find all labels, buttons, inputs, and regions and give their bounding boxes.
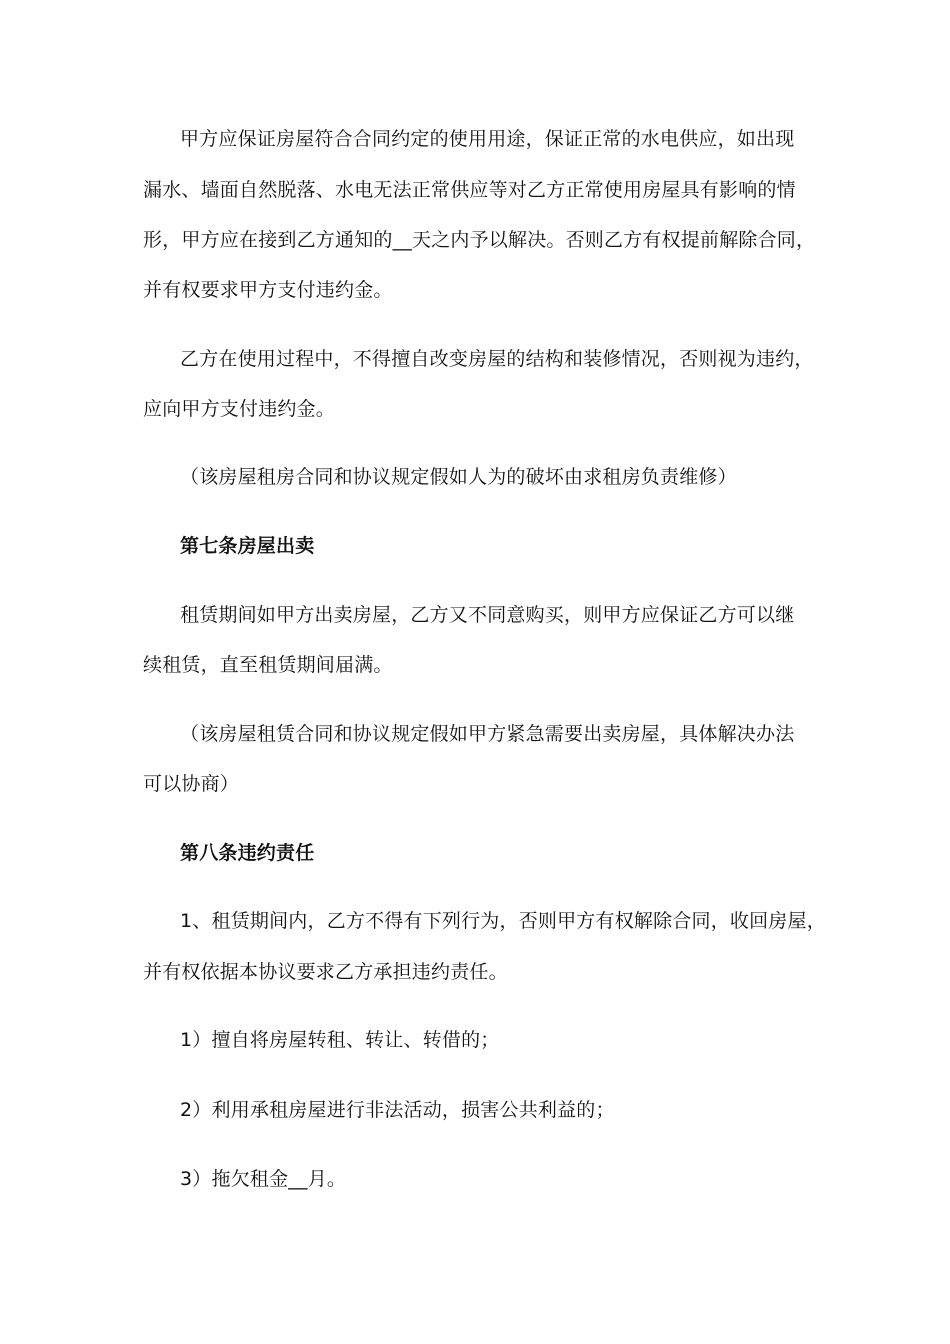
paragraph-1-line-3: 形，甲方应在接到乙方通知的__天之内予以解决。否则乙方有权提前解除合同，	[143, 229, 816, 251]
note-2-line-2: 可以协商）	[143, 773, 240, 795]
paragraph-2-line-2: 应向甲方支付违约金。	[143, 398, 336, 420]
article-8-item-2: 2）利用承租房屋进行非法活动，损害公共利益的；	[180, 1099, 615, 1121]
article-7-line-2: 续租赁，直至租赁期间届满。	[143, 654, 393, 676]
article-8-item-3: 3）拖欠租金__月。	[180, 1168, 347, 1190]
paragraph-1-line-1: 甲方应保证房屋符合合同约定的使用用途，保证正常的水电供应，如出现	[180, 128, 795, 150]
article-7-line-1: 租赁期间如甲方出卖房屋，乙方又不同意购买，则甲方应保证乙方可以继	[180, 604, 795, 626]
note-1: （该房屋租房合同和协议规定假如人为的破坏由求租房负责维修）	[180, 466, 737, 488]
article-7-title: 第七条房屋出卖	[180, 535, 315, 557]
paragraph-2-line-1: 乙方在使用过程中，不得擅自改变房屋的结构和装修情况，否则视为违约，	[180, 348, 814, 370]
paragraph-1-line-4: 并有权要求甲方支付违约金。	[143, 279, 393, 301]
article-8-clause-1-line-2: 并有权依据本协议要求乙方承担违约责任。	[143, 961, 508, 983]
article-8-item-1: 1）擅自将房屋转租、转让、转借的；	[180, 1029, 500, 1051]
paragraph-1-line-2: 漏水、墙面自然脱落、水电无法正常供应等对乙方正常使用房屋具有影响的情	[143, 179, 796, 201]
article-8-clause-1-line-1: 1、租赁期间内，乙方不得有下列行为，否则甲方有权解除合同，收回房屋，	[180, 910, 826, 932]
article-8-title: 第八条违约责任	[180, 842, 315, 864]
note-2-line-1: （该房屋租赁合同和协议规定假如甲方紧急需要出卖房屋，具体解决办法	[180, 723, 795, 745]
